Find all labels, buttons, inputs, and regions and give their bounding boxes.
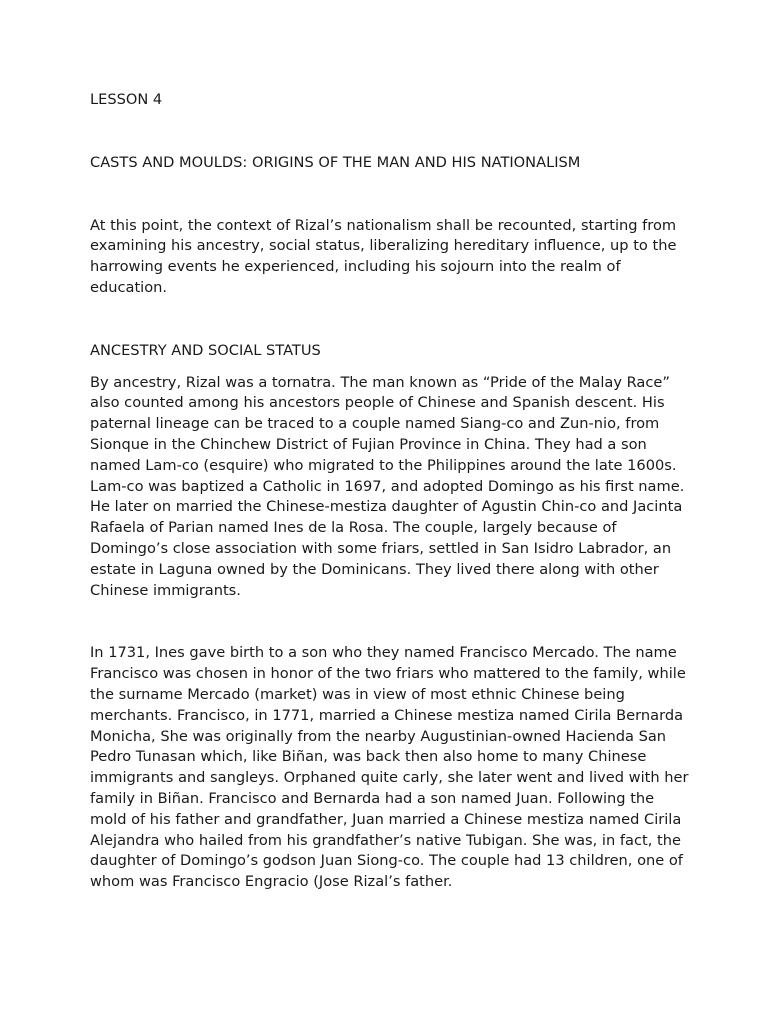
lesson-label: LESSON 4 [90, 91, 163, 108]
document-page [90, 90, 690, 893]
intro-paragraph: At this point, the context of Rizal’s nationalism shall be recounted, starting from examining his ancestry, social status, liberalizing hereditary influence, up to the harrowing events he experienced, including his sojourn into the realm of education. [90, 216, 677, 296]
lesson-title: CASTS AND MOULDS: ORIGINS OF THE MAN AND HIS NATIONALISM [90, 153, 581, 171]
section-heading: ANCESTRY AND SOCIAL STATUS [90, 341, 321, 359]
body-paragraph-ancestry: By ancestry, Rizal was a tornatra. The man known as “Pride of the Malay Race” also counted among his ancestors people of Chinese and Spanish descent. His paternal lineage can be traced to a couple named Siang-co and Zun-nio, from Sionque in the Chinchew District of Fujian Province in China. They had a son named Lam-co (esquire) who migrated to the Philippines around the late 1600s. Lam-co was baptized a Catholic in 1697, and adopted Domingo as his first name. He later on married the Chinese-mestiza daughter of Agustin Chin-co and Jacinta Rafaela of Parian named Ines de la Rosa. The couple, largely because of Domingo’s close association with some friars, settled in San Isidro Labrador, an estate in Laguna owned by the Dominicans. They lived there along with other Chinese immigrants. [90, 373, 685, 599]
body-paragraph-lineage: In 1731, Ines gave birth to a son who they named Francisco Mercado. The name Francisco was chosen in honor of the two friars who mattered to the family, while the surname Mercado (market) was in view of most ethnic Chinese being merchants. Francisco, in 1771, married a Chinese mestiza named Cirila Bernarda Monicha, She was originally from the nearby Augustinian-owned Hacienda San Pedro Tunasan which, like Biñan, was back then also home to many Chinese immigrants and sangleys. Orphaned quite carly, she later went and lived with her family in Biñan. Francisco and Bernarda had a son named Juan. Following the mold of his father and grandfather, Juan married a Chinese mestiza named Cirila Alejandra who hailed from his grandfather’s native Tubigan. She was, in fact, the daughter of Domingo’s godson Juan Siong-co. The couple had 13 children, one of whom was Francisco Engracio (Jose Rizal’s father. [90, 644, 689, 891]
